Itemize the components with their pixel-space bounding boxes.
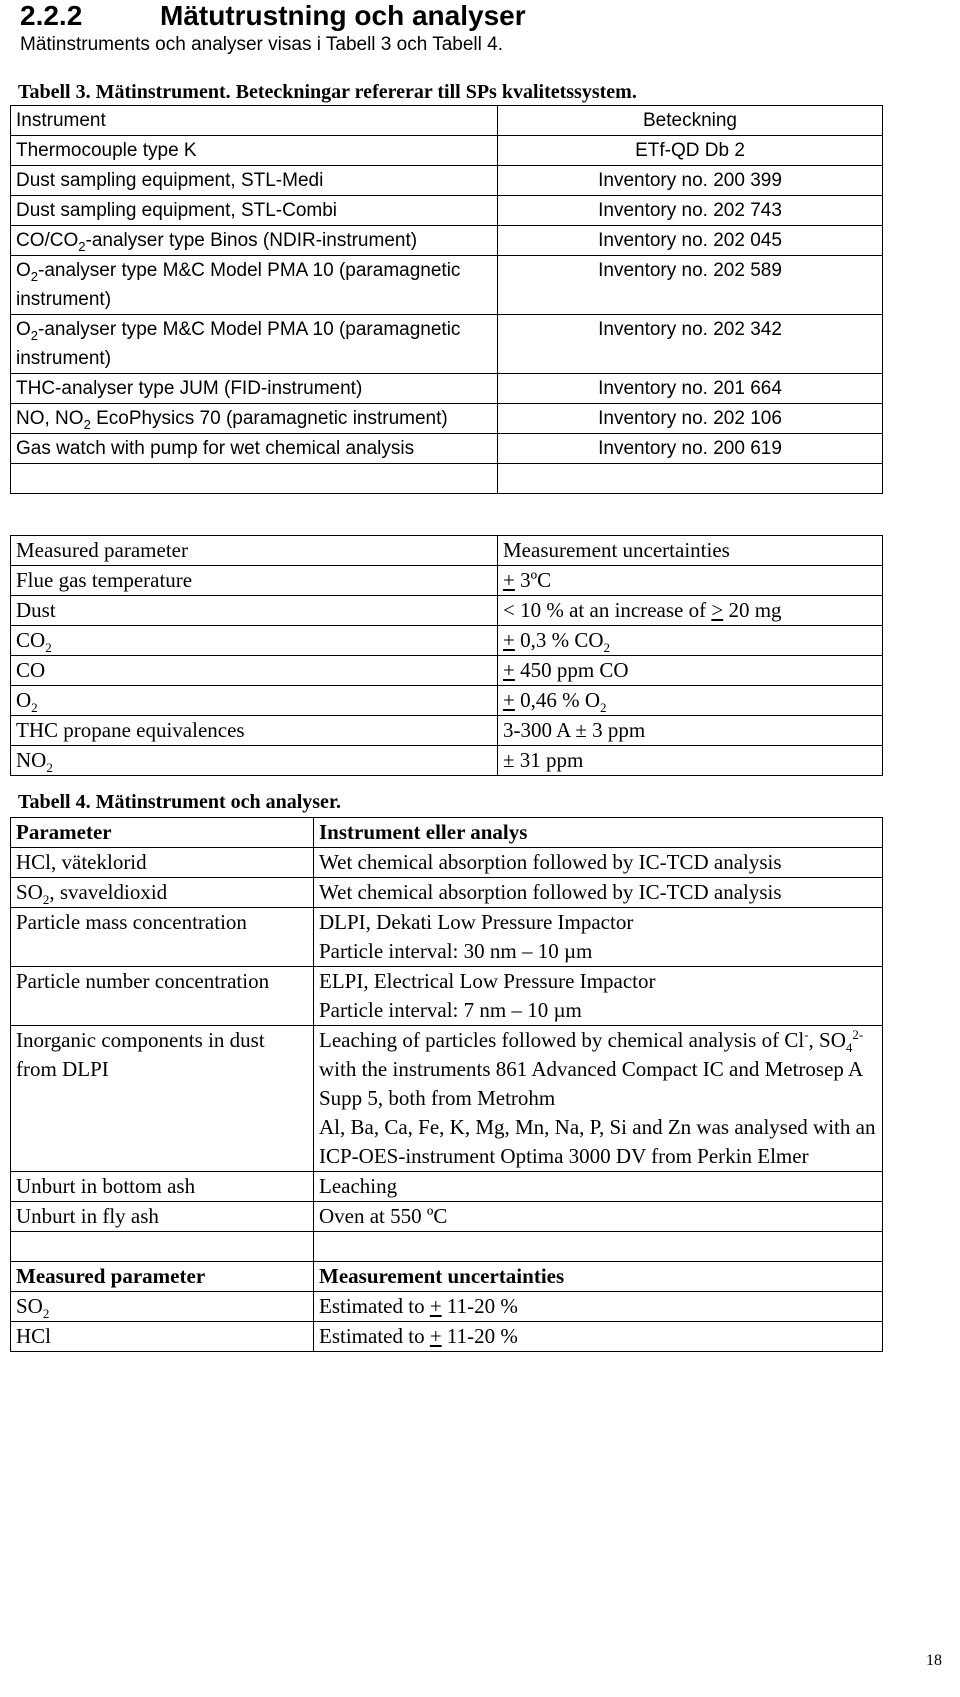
table-row — [11, 596, 883, 626]
table-row — [11, 1322, 883, 1352]
table-cell: Inventory no. 200 619 — [498, 434, 883, 464]
table-row — [11, 256, 883, 315]
table-cell: Thermocouple type K — [11, 136, 498, 166]
uncertainty-table-1 — [10, 535, 883, 776]
table-cell: Inventory no. 202 743 — [498, 196, 883, 226]
table-header-cell: Beteckning — [498, 106, 883, 136]
cell-paragraph: Al, Ba, Ca, Fe, K, Mg, Mn, Na, P, Si and Zn was analysed with an ICP-OES-instrument Optima 3000 DV from Perkin Elmer — [319, 1115, 876, 1168]
table-cell: Inventory no. 202 342 — [498, 315, 883, 374]
intro-text: Mätinstruments och analyser visas i Tabell 3 och Tabell 4. — [20, 34, 503, 55]
cell-text: Estimated to — [319, 1324, 430, 1348]
cell-text: Estimated to — [319, 1294, 430, 1318]
table-row — [11, 196, 883, 226]
table-header-cell: Measured parameter — [11, 536, 498, 566]
plus-minus-sign: + — [503, 568, 515, 592]
superscript: - — [804, 1027, 809, 1042]
subscript: 2 — [78, 238, 86, 254]
subscript: 2 — [42, 1306, 50, 1322]
cell-text: 450 ppm CO — [514, 658, 629, 682]
table-cell: ± 31 ppm — [498, 746, 883, 776]
subscript: 2 — [46, 760, 53, 776]
table-cell: Inventory no. 202 589 — [498, 256, 883, 315]
table-cell — [314, 1026, 883, 1172]
table-cell — [11, 464, 498, 494]
table-cell — [314, 1292, 883, 1322]
table-cell — [498, 656, 883, 686]
table-header-cell: Parameter — [11, 818, 314, 848]
cell-text: O — [16, 688, 32, 712]
table-cell — [498, 686, 883, 716]
table-header-cell: Measured parameter — [11, 1262, 314, 1292]
table3-caption: Tabell 3. Mätinstrument. Beteckningar refererar till SPs kvalitetssystem. — [18, 81, 637, 103]
table-cell: Dust — [11, 596, 498, 626]
cell-text: 0,46 % O — [514, 688, 601, 712]
cell-paragraph — [319, 1026, 877, 1113]
table-row — [11, 434, 883, 464]
cell-text: , SO — [808, 1028, 846, 1052]
table-cell: THC propane equivalences — [11, 716, 498, 746]
cell-text: O — [16, 319, 31, 340]
table-header-cell: Instrument — [11, 106, 498, 136]
table-cell — [11, 256, 498, 315]
table-cell — [11, 315, 498, 374]
table-cell: HCl, väteklorid — [11, 848, 314, 878]
table-cell — [11, 626, 498, 656]
table-cell: Inventory no. 200 399 — [498, 166, 883, 196]
cell-text: 20 mg — [723, 598, 782, 622]
cell-text: EcoPhysics 70 (paramagnetic instrument) — [90, 408, 448, 429]
table-header-row — [11, 818, 883, 848]
table-cell: Leaching — [314, 1172, 883, 1202]
plus-minus-sign: + — [429, 1324, 442, 1348]
table-row — [11, 1172, 883, 1202]
cell-text: NO — [16, 748, 47, 772]
table-cell — [498, 626, 883, 656]
table-spacer-row — [11, 1232, 883, 1262]
cell-text: < 10 % at an increase of — [503, 598, 712, 622]
cell-text: CO — [16, 628, 46, 652]
table4 — [10, 817, 883, 1352]
cell-text: -analyser type Binos (NDIR-instrument) — [85, 230, 418, 251]
table-cell: Dust sampling equipment, STL-Medi — [11, 166, 498, 196]
table-header-cell: Measurement uncertainties — [314, 1262, 883, 1292]
cell-text: , svaveldioxid — [49, 880, 168, 904]
table-row — [11, 967, 883, 1026]
table-row — [11, 746, 883, 776]
table-cell: Unburt in fly ash — [11, 1202, 314, 1232]
subscript: 2 — [42, 892, 50, 908]
table-cell: Flue gas temperature — [11, 566, 498, 596]
table-cell — [11, 686, 498, 716]
table-cell: Dust sampling equipment, STL-Combi — [11, 196, 498, 226]
cell-text: Cl — [784, 1028, 805, 1052]
table-cell: Inorganic components in dust from DLPI — [11, 1026, 314, 1172]
cell-text: SO — [16, 880, 43, 904]
table-header-cell: Measurement uncertainties — [498, 536, 883, 566]
table4-caption: Tabell 4. Mätinstrument och analyser. — [18, 791, 341, 813]
cell-text: O — [16, 260, 31, 281]
table-cell: Unburt in bottom ash — [11, 1172, 314, 1202]
table-row — [11, 566, 883, 596]
table-row — [11, 878, 883, 908]
table-cell: THC-analyser type JUM (FID-instrument) — [11, 374, 498, 404]
table-cell — [11, 404, 498, 434]
table-cell — [11, 226, 498, 256]
cell-line: ELPI, Electrical Low Pressure Impactor — [319, 969, 656, 993]
table-row — [11, 136, 883, 166]
table-cell: Gas watch with pump for wet chemical analysis — [11, 434, 498, 464]
table-cell — [11, 878, 314, 908]
table-row — [11, 716, 883, 746]
table-cell — [314, 967, 883, 1026]
table-cell: Oven at 550 ºC — [314, 1202, 883, 1232]
table-cell: Wet chemical absorption followed by IC-TCD analysis — [314, 848, 883, 878]
cell-line: Particle interval: 30 nm – 10 µm — [319, 939, 593, 963]
cell-text: Leaching of particles followed by chemical analysis of — [319, 1028, 780, 1052]
table-cell — [314, 1322, 883, 1352]
page-number: 18 — [926, 1652, 942, 1669]
cell-line: Particle interval: 7 nm – 10 µm — [319, 998, 582, 1022]
table-cell — [498, 566, 883, 596]
subscript: 4 — [845, 1040, 853, 1056]
section-number: 2.2.2 — [20, 0, 83, 31]
table-cell — [11, 1292, 314, 1322]
table-row — [11, 404, 883, 434]
table-header-row — [11, 1262, 883, 1292]
table-row — [11, 226, 883, 256]
subscript: 2 — [83, 416, 91, 432]
cell-text: 11-20 % — [441, 1294, 518, 1318]
cell-text: 3ºC — [514, 568, 552, 592]
subscript: 2 — [45, 640, 52, 656]
table-cell: ETf-QD Db 2 — [498, 136, 883, 166]
section-heading — [20, 0, 526, 32]
section-title: Mätutrustning och analyser — [160, 0, 526, 31]
table-header-cell: Instrument eller analys — [314, 818, 883, 848]
table-cell: Inventory no. 202 106 — [498, 404, 883, 434]
table-row — [11, 315, 883, 374]
plus-minus-sign: + — [503, 688, 515, 712]
table3 — [10, 105, 883, 494]
table-row — [11, 626, 883, 656]
table-header-row — [11, 536, 883, 566]
table-cell — [498, 596, 883, 626]
table-row — [11, 166, 883, 196]
table-cell: Wet chemical absorption followed by IC-TCD analysis — [314, 878, 883, 908]
cell-text: CO/CO — [16, 230, 79, 251]
cell-line: DLPI, Dekati Low Pressure Impactor — [319, 910, 634, 934]
plus-minus-sign: + — [503, 628, 515, 652]
table-cell — [498, 464, 883, 494]
cell-text: 0,3 % CO — [514, 628, 604, 652]
plus-minus-sign: + — [503, 658, 515, 682]
cell-text: -analyser type M&C Model PMA 10 (paramagnetic instrument) — [16, 260, 461, 310]
table-spacer-row — [11, 464, 883, 494]
subscript: 2 — [603, 640, 611, 656]
plus-minus-sign: + — [429, 1294, 442, 1318]
greater-equal-sign: > — [711, 598, 724, 622]
table-row — [11, 1292, 883, 1322]
table-header-row — [11, 106, 883, 136]
superscript: 2- — [852, 1027, 864, 1042]
subscript: 2 — [30, 268, 39, 284]
table-cell: 3-300 A ± 3 ppm — [498, 716, 883, 746]
subscript: 2 — [600, 700, 607, 716]
subscript: 2 — [30, 327, 39, 343]
table-row — [11, 908, 883, 967]
cell-text: 11-20 % — [441, 1324, 518, 1348]
table-row — [11, 374, 883, 404]
table-cell: Inventory no. 202 045 — [498, 226, 883, 256]
table-row — [11, 656, 883, 686]
table-cell: Inventory no. 201 664 — [498, 374, 883, 404]
cell-text: -analyser type M&C Model PMA 10 (paramagnetic instrument) — [16, 319, 461, 369]
table-cell — [314, 1232, 883, 1262]
table-cell: HCl — [11, 1322, 314, 1352]
table-cell — [11, 1232, 314, 1262]
table-cell — [314, 908, 883, 967]
cell-text: SO — [16, 1294, 43, 1318]
table-cell: CO — [11, 656, 498, 686]
table-row — [11, 848, 883, 878]
table-row — [11, 686, 883, 716]
subscript: 2 — [31, 700, 38, 716]
table-row — [11, 1026, 883, 1172]
cell-text: with the instruments 861 Advanced Compact IC and Metrosep A Supp 5, both from Metrohm — [319, 1057, 863, 1110]
table-row — [11, 1202, 883, 1232]
table-cell: Particle number concentration — [11, 967, 314, 1026]
table-cell: Particle mass concentration — [11, 908, 314, 967]
cell-text: NO, NO — [16, 408, 84, 429]
table-cell — [11, 746, 498, 776]
